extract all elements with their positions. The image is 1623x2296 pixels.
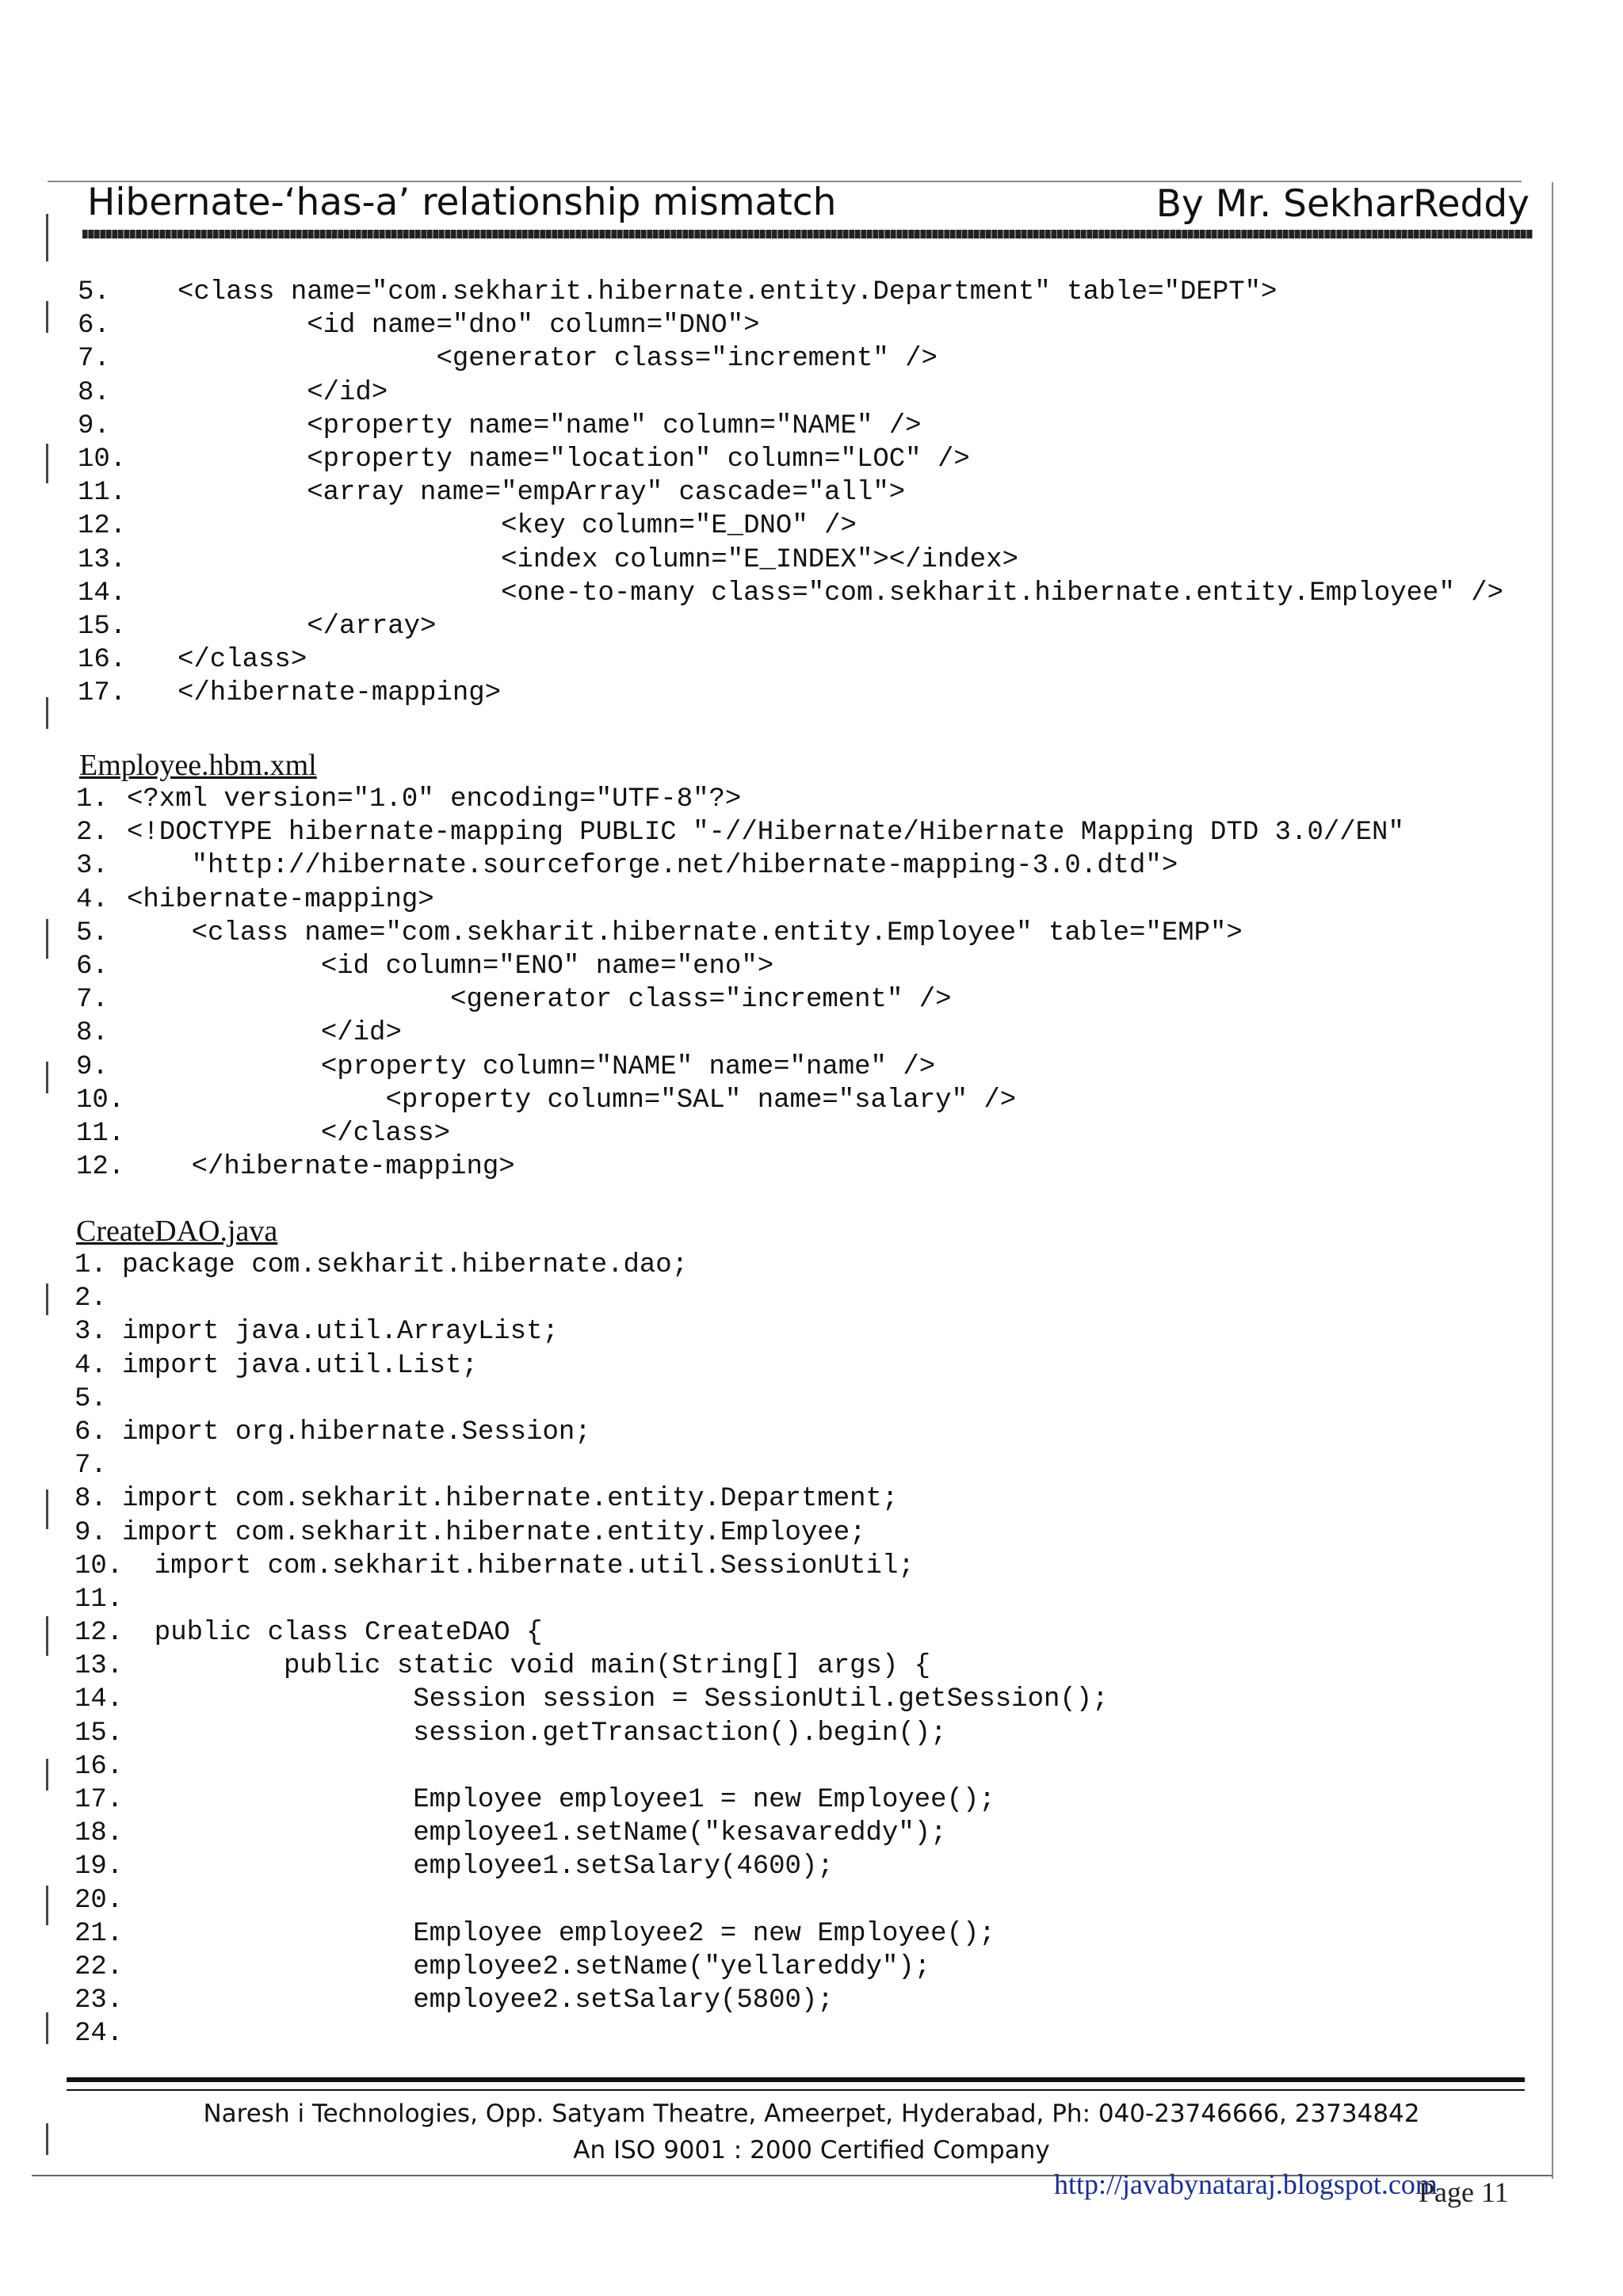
line-code: import org.hibernate.Session; [122, 1417, 591, 1447]
line-number: 15. [78, 611, 127, 642]
line-number: 24. [74, 2019, 124, 2050]
line-number: 8. [74, 1484, 107, 1515]
code-line [0, 1550, 1537, 1583]
line-number: 23. [74, 1985, 124, 2016]
line-code: <id name="dno" column="DNO"> [178, 311, 760, 341]
document-title: Hibernate-‘has-a’ relationship mismatch [87, 181, 837, 224]
line-number: 17. [74, 1785, 124, 1815]
line-code: <property name="name" column="NAME" /> [178, 410, 922, 441]
code-line [0, 1750, 1537, 1783]
code-line [0, 1117, 1537, 1150]
code-line [0, 883, 1537, 917]
line-code: public class CreateDAO { [122, 1618, 543, 1649]
line-number: 11. [76, 1118, 125, 1149]
code-line [0, 1516, 1537, 1550]
line-number: 2. [74, 1283, 107, 1314]
line-code: </array> [178, 611, 437, 642]
footer-address: Naresh i Technologies, Opp. Satyam Theatre, Ameerpet, Hyderabad, Ph: 040-23746666, 23734842 [203, 2100, 1420, 2128]
line-number: 8. [78, 377, 110, 408]
line-number: 8. [76, 1018, 109, 1049]
line-number: 7. [74, 1451, 107, 1482]
code-line [0, 1917, 1537, 1951]
line-number: 10. [76, 1085, 125, 1116]
employee-hbm-code [0, 783, 1537, 1184]
line-number: 13. [74, 1651, 124, 1682]
code-line [0, 509, 1537, 543]
code-line [0, 309, 1537, 342]
code-line [0, 1683, 1537, 1716]
line-code: import com.sekharit.hibernate.entity.Department; [122, 1484, 899, 1515]
line-code: </hibernate-mapping> [127, 1152, 515, 1183]
line-number: 10. [78, 444, 127, 475]
line-code: session.getTransaction().begin(); [122, 1718, 947, 1749]
code-line [0, 1383, 1537, 1416]
code-line [0, 1016, 1537, 1050]
line-number: 5. [78, 277, 110, 307]
code-line [0, 1051, 1537, 1084]
code-line [0, 410, 1537, 443]
line-number: 2. [76, 818, 109, 849]
code-line [0, 1282, 1537, 1315]
createdao-heading: CreateDAO.java [76, 1215, 278, 1248]
page-header [87, 176, 1529, 225]
line-code: </id> [178, 377, 388, 408]
line-code: <property column="SAL" name="salary" /> [127, 1085, 1017, 1116]
line-code: <id column="ENO" name="eno"> [127, 951, 774, 982]
line-number: 1. [76, 784, 109, 814]
line-number: 5. [76, 917, 109, 948]
line-code: </class> [127, 1118, 451, 1149]
line-code: <one-to-many class="com.sekharit.hibernate.entity.Employee" /> [178, 578, 1504, 608]
line-number: 3. [76, 851, 109, 882]
code-line [0, 1150, 1537, 1184]
line-code: package com.sekharit.hibernate.dao; [122, 1250, 689, 1280]
code-line [0, 610, 1537, 643]
line-number: 1. [74, 1250, 107, 1280]
line-code: <hibernate-mapping> [127, 884, 434, 915]
line-number: 22. [74, 1951, 124, 1982]
line-code: import com.sekharit.hibernate.entity.Employee; [122, 1517, 866, 1548]
code-line [0, 376, 1537, 410]
line-code: <generator class="increment" /> [178, 344, 938, 375]
code-line [0, 1783, 1537, 1817]
code-line [0, 1884, 1537, 1917]
code-line [0, 1249, 1537, 1282]
line-code: <class name="com.sekharit.hibernate.entity.Employee" table="EMP"> [127, 917, 1243, 948]
line-number: 14. [74, 1684, 124, 1715]
line-code: Employee employee2 = new Employee(); [122, 1918, 995, 1949]
line-number: 20. [74, 1885, 124, 1916]
line-number: 9. [78, 410, 110, 441]
line-code: </id> [127, 1018, 402, 1049]
line-code: <key column="E_DNO" /> [178, 511, 857, 542]
line-number: 12. [78, 511, 127, 542]
code-line [0, 1449, 1537, 1482]
line-number: 17. [78, 678, 127, 709]
code-line [0, 783, 1537, 816]
line-code: import java.util.List; [122, 1350, 478, 1381]
line-number: 15. [74, 1718, 124, 1749]
code-line [0, 917, 1537, 950]
line-code: employee1.setName("kesavareddy"); [122, 1818, 947, 1849]
line-code: <?xml version="1.0" encoding="UTF-8"?> [127, 784, 742, 814]
line-number: 14. [78, 578, 127, 608]
line-number: 4. [76, 884, 109, 915]
code-line [0, 1416, 1537, 1449]
code-line [0, 1817, 1537, 1850]
line-number: 7. [78, 344, 110, 375]
code-line [0, 849, 1537, 883]
line-number: 13. [78, 544, 127, 575]
line-code: employee2.setSalary(5800); [122, 1985, 834, 2016]
line-code: Employee employee1 = new Employee(); [122, 1785, 995, 1815]
code-line [0, 1315, 1537, 1348]
department-mapping-code [0, 276, 1537, 710]
line-number: 12. [76, 1152, 125, 1183]
line-number: 19. [74, 1852, 124, 1882]
line-code: <class name="com.sekharit.hibernate.entity.Department" table="DEPT"> [178, 277, 1277, 307]
line-number: 6. [76, 951, 109, 982]
code-line [0, 276, 1537, 309]
line-number: 4. [74, 1350, 107, 1381]
code-line [0, 1349, 1537, 1383]
line-code: <generator class="increment" /> [127, 985, 952, 1016]
line-number: 6. [78, 311, 110, 341]
line-code: public static void main(String[] args) { [122, 1651, 931, 1682]
line-number: 9. [76, 1051, 109, 1082]
footer-iso: An ISO 9001 : 2000 Certified Company [573, 2136, 1050, 2164]
code-line [0, 1717, 1537, 1750]
employee-hbm-heading: Employee.hbm.xml [79, 749, 317, 782]
code-line [0, 1583, 1537, 1616]
line-code: employee2.setName("yellareddy"); [122, 1951, 931, 1982]
code-line [0, 1650, 1537, 1683]
page-number: Page 11 [1419, 2176, 1509, 2208]
code-line [0, 1850, 1537, 1883]
code-line [0, 643, 1537, 677]
line-number: 6. [74, 1417, 107, 1447]
code-line [0, 2017, 1537, 2050]
code-line [0, 1084, 1537, 1117]
line-code: import com.sekharit.hibernate.util.SessionUtil; [122, 1550, 915, 1581]
line-number: 16. [74, 1751, 124, 1782]
line-code: <property column="NAME" name="name" /> [127, 1051, 936, 1082]
line-number: 11. [78, 478, 127, 509]
code-line [0, 577, 1537, 610]
line-code: <property name="location" column="LOC" /> [178, 444, 970, 475]
line-number: 3. [74, 1317, 107, 1348]
footer-rule [67, 2077, 1525, 2091]
line-code: "http://hibernate.sourceforge.net/hibernate-mapping-3.0.dtd"> [127, 851, 1178, 882]
line-code: <!DOCTYPE hibernate-mapping PUBLIC "-//Hibernate/Hibernate Mapping DTD 3.0//EN" [127, 818, 1404, 849]
line-code: <index column="E_INDEX"></index> [178, 544, 1018, 575]
line-number: 7. [76, 985, 109, 1016]
createdao-code [0, 1249, 1537, 2051]
code-line [0, 950, 1537, 983]
code-line [0, 543, 1537, 577]
code-line [0, 342, 1537, 376]
line-number: 12. [74, 1618, 124, 1649]
code-line [0, 1951, 1537, 1984]
code-line [0, 476, 1537, 509]
line-number: 9. [74, 1517, 107, 1548]
line-code: import java.util.ArrayList; [122, 1317, 559, 1348]
code-line [0, 677, 1537, 710]
line-number: 18. [74, 1818, 124, 1849]
code-line [0, 1616, 1537, 1650]
code-line [0, 1984, 1537, 2017]
page-frame-right [1552, 182, 1553, 2179]
line-code: </class> [178, 645, 307, 676]
line-number: 16. [78, 645, 127, 676]
blog-link[interactable]: http://javabynataraj.blogspot.com [1054, 2168, 1438, 2200]
code-line [0, 1482, 1537, 1516]
line-code: <array name="empArray" cascade="all"> [178, 478, 906, 509]
line-code: </hibernate-mapping> [178, 678, 502, 709]
line-number: 10. [74, 1550, 124, 1581]
line-code: Session session = SessionUtil.getSession(); [122, 1684, 1109, 1715]
line-number: 21. [74, 1918, 124, 1949]
code-line [0, 443, 1537, 476]
line-code: employee1.setSalary(4600); [122, 1852, 834, 1882]
line-number: 11. [74, 1584, 124, 1615]
line-number: 5. [74, 1383, 107, 1414]
code-line [0, 816, 1537, 849]
document-author: By Mr. SekharReddy [1155, 182, 1529, 226]
header-rule [82, 230, 1533, 238]
code-line [0, 983, 1537, 1016]
